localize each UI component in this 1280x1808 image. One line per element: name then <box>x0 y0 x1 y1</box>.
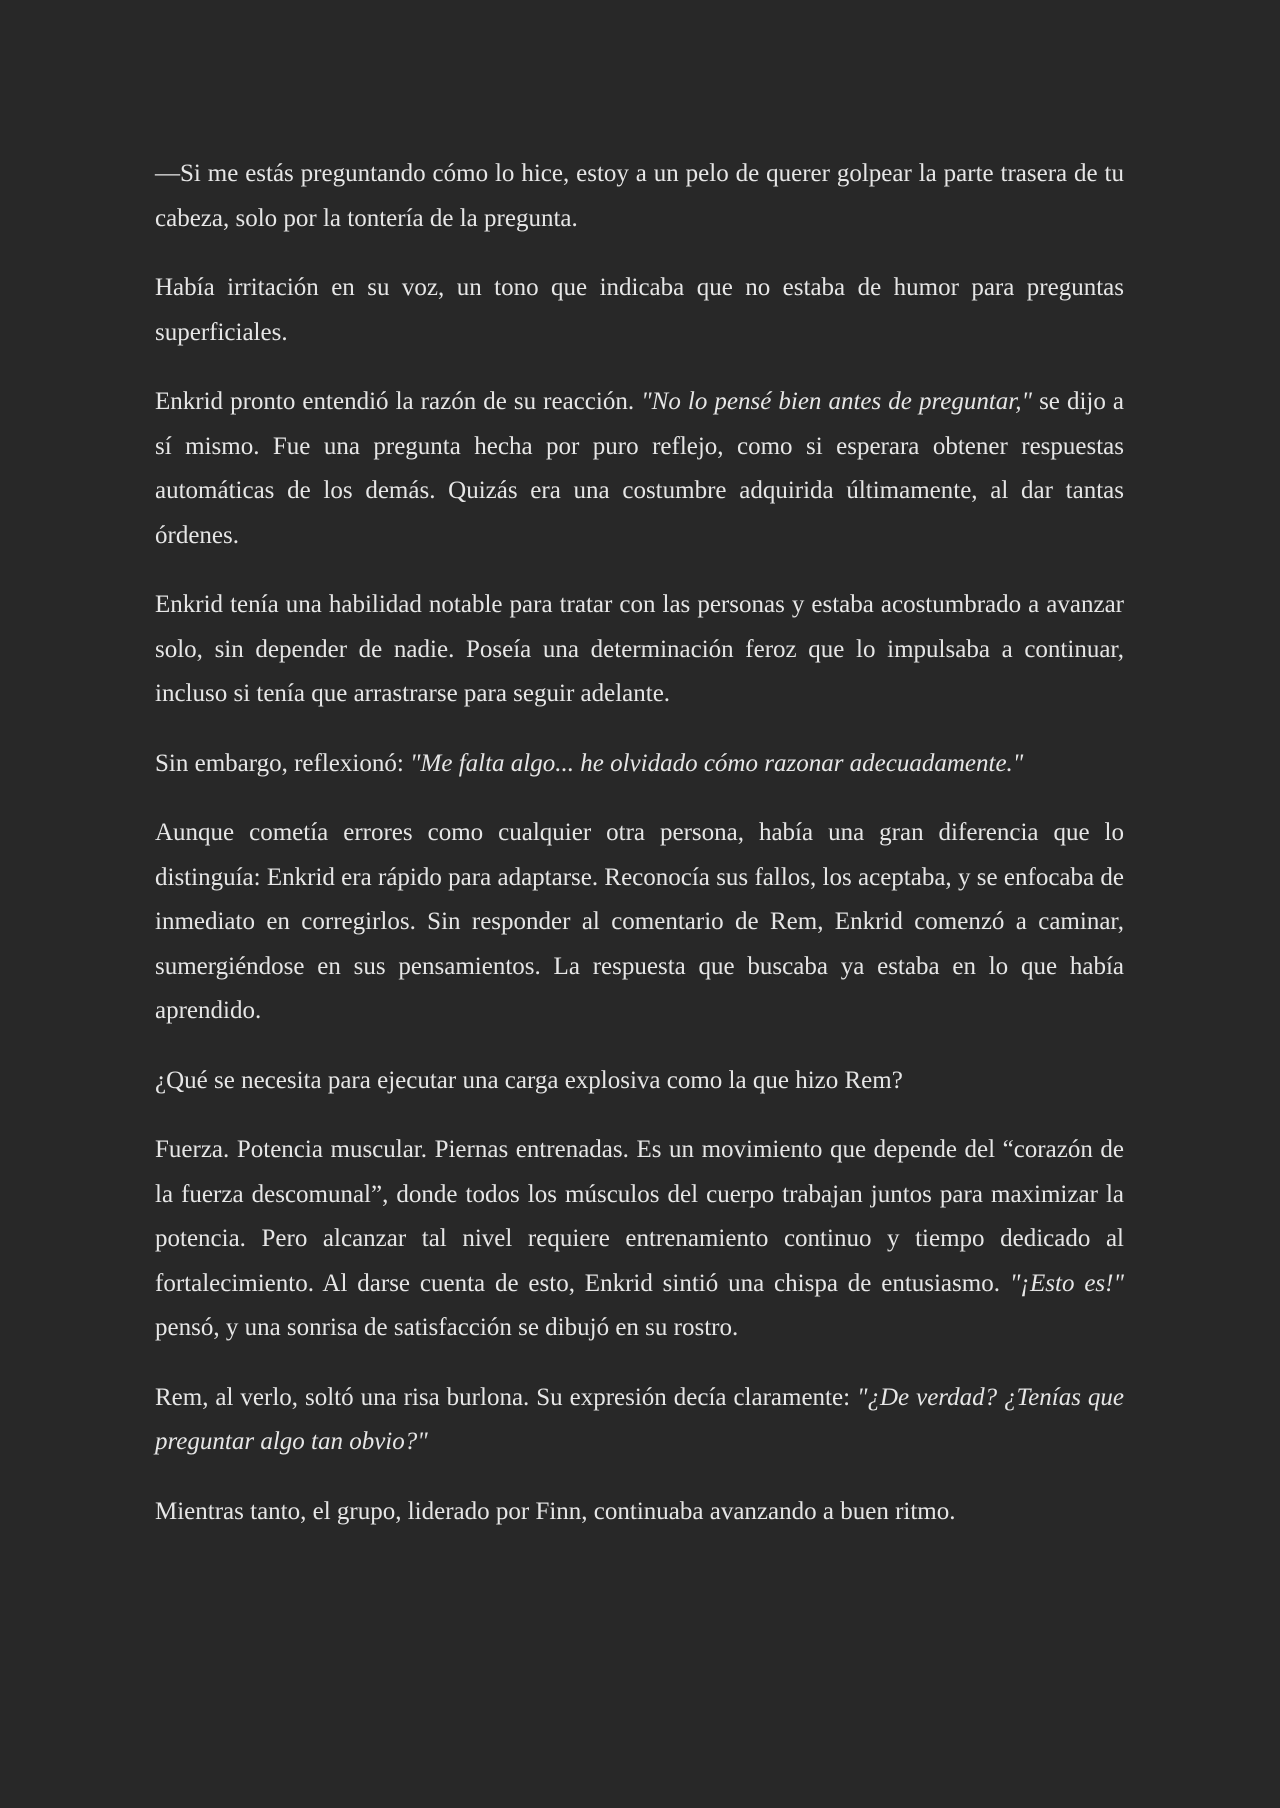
paragraph <box>155 583 1124 717</box>
text-segment: ¿Qué se necesita para ejecutar una carga explosiva como la que hizo Rem? <box>155 1066 903 1094</box>
paragraph <box>155 152 1124 241</box>
text-segment: se dijo a sí mismo. Fue una pregunta hecha por puro reflejo, como si esperara obtener respuestas automáticas de los demás. Quizás era una costumbre adquirida últimamente, al dar tantas órdenes. <box>155 388 1125 549</box>
text-segment: pensó, y una sonrisa de satisfacción se dibujó en su rostro. <box>155 1314 739 1341</box>
italic-thought: "No lo pensé bien antes de preguntar," <box>641 388 1033 415</box>
paragraph <box>155 380 1124 558</box>
text-segment: Aunque cometía errores como cualquier otra persona, había una gran diferencia que lo distinguía: Enkrid era rápido para adaptarse. Reconocía sus fallos, los aceptaba, y se enfocaba de inmediato en corregirlos. Sin responder al comentario de Rem, Enkrid comenzó a caminar, sumergiéndose en sus pensamientos. La respuesta que buscaba ya estaba en lo que había aprendido. <box>155 819 1124 1024</box>
text-segment: Sin embargo, reflexionó: <box>155 749 411 777</box>
text-segment: Mientras tanto, el grupo, liderado por Finn, continuaba avanzando a buen ritmo. <box>155 1497 956 1525</box>
text-segment: Había irritación en su voz, un tono que indicaba que no estaba de humor para preguntas superficiales. <box>155 274 1124 346</box>
text-segment: Enkrid tenía una habilidad notable para tratar con las personas y estaba acostumbrado a avanzar solo, sin depender de nadie. Poseía una determinación feroz que lo impulsaba a continuar, incluso si tenía que arrastrarse para seguir adelante. <box>155 591 1124 707</box>
paragraph <box>155 1376 1124 1465</box>
italic-thought: "¿De verdad? ¿Tenías que preguntar algo tan obvio?" <box>155 1383 1124 1455</box>
italic-thought: "¡Esto es!" <box>1009 1269 1124 1297</box>
italic-thought: "Me falta algo... he olvidado cómo razonar adecuadamente." <box>410 749 1024 777</box>
paragraph <box>155 1490 1124 1535</box>
paragraph <box>155 811 1124 1034</box>
paragraph <box>155 266 1124 355</box>
paragraph <box>155 1128 1124 1351</box>
text-segment: —Si me estás preguntando cómo lo hice, estoy a un pelo de querer golpear la parte trasera de tu cabeza, solo por la tontería de la pregunta. <box>155 160 1124 232</box>
text-segment: Fuerza. Potencia muscular. Piernas entrenadas. Es un movimiento que depende del “corazón de la fuerza descomunal”, donde todos los músculos del cuerpo trabajan juntos para maximizar la potencia. Pero alcanzar tal nivel requiere entrenamiento continuo y tiempo dedicado al fortalecimiento. Al darse cuenta de esto, Enkrid sintió una chispa de entusiasmo. <box>155 1136 1124 1297</box>
reading-page <box>155 152 1124 1534</box>
text-segment: Rem, al verlo, soltó una risa burlona. Su expresión decía claramente: <box>155 1383 857 1411</box>
text-segment: Enkrid pronto entendió la razón de su reacción. <box>155 388 642 415</box>
paragraph <box>155 742 1124 787</box>
paragraph <box>155 1059 1124 1104</box>
